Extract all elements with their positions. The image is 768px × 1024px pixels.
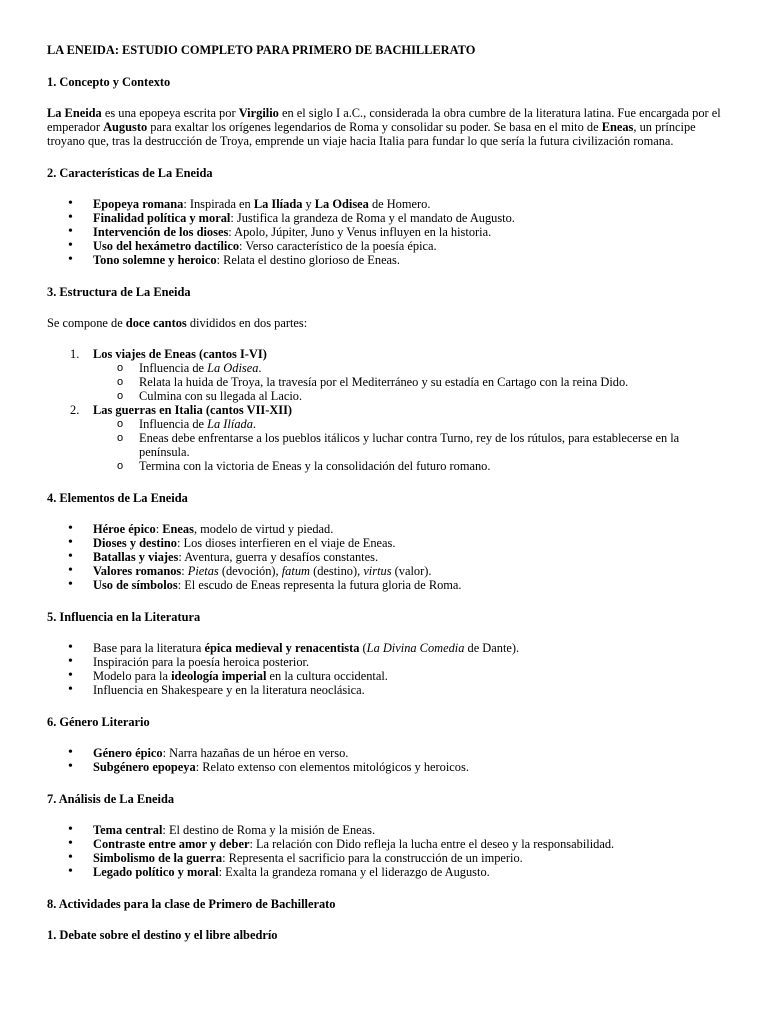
section-concepto <box>47 75 728 148</box>
list-item: • Subgénero epopeya: Relato extenso con elementos mitológicos y heroicos. <box>93 760 728 774</box>
list-item: • Uso de símbolos: El escudo de Eneas representa la futura gloria de Roma. <box>93 578 728 592</box>
list-item: • Epopeya romana: Inspirada en La Ilíada y La Odisea de Homero. <box>93 197 728 211</box>
spacer <box>47 330 728 347</box>
list-item-parte-1 <box>70 347 728 403</box>
list-item: • Simbolismo de la guerra: Representa el sacrificio para la construcción de un imperio. <box>93 851 728 865</box>
sub-list-item: o Termina con la victoria de Eneas y la consolidación del futuro romano. <box>117 459 491 473</box>
section-caracteristicas <box>47 166 728 267</box>
sub-list-item: o Influencia de La Odisea. <box>117 361 262 375</box>
bullet-list-influencia <box>47 641 728 697</box>
circle-bullet-icon: o <box>117 460 124 472</box>
list-item: • Valores romanos: Pietas (devoción), fatum (destino), virtus (valor). <box>93 564 728 578</box>
sub-list-item: o Influencia de La Ilíada. <box>117 417 257 431</box>
bullet-list-caracteristicas <box>47 197 728 267</box>
circle-bullet-icon: o <box>117 432 124 444</box>
sub-list-item: o Culmina con su llegada al Lacio. <box>117 389 303 403</box>
parte-label: Los viajes de Eneas (cantos I-VI) <box>93 347 267 361</box>
circle-bullet-icon: o <box>117 390 124 402</box>
section-heading-caracteristicas: 2. Características de La Eneida <box>47 166 213 180</box>
sub-list-item: o Relata la huida de Troya, la travesía por el Mediterráneo y su estadía en Cartago con la reina Dido. <box>117 375 629 389</box>
list-item: • Batallas y viajes: Aventura, guerra y desafíos constantes. <box>93 550 728 564</box>
list-item: • Finalidad política y moral: Justifica la grandeza de Roma y el mandato de Augusto. <box>93 211 728 225</box>
numbered-list-partes <box>47 347 728 473</box>
section-heading-influencia: 5. Influencia en la Literatura <box>47 610 201 624</box>
parte-label: Las guerras en Italia (cantos VII-XII) <box>93 403 293 417</box>
paragraph-concepto: La Eneida es una epopeya escrita por Virgilio en el siglo I a.C., considerada la obra cumbre de la literatura latina. Fue encargada por el emperador Augusto para exaltar los orígenes legendarios de Roma y consolidar su poder. Se basa en el mito de Eneas, un príncipe troyano que, tras la destrucción de Troya, emprende un viaje hacia Italia para fundar lo que sería la futura civilización romana. <box>47 106 721 148</box>
list-item: • Tema central: El destino de Roma y la misión de Eneas. <box>93 823 728 837</box>
list-item: • Inspiración para la poesía heroica posterior. <box>93 655 728 669</box>
sub-list-parte-1 <box>93 361 728 403</box>
list-item: • Modelo para la ideología imperial en la cultura occidental. <box>93 669 728 683</box>
circle-bullet-icon: o <box>117 418 124 430</box>
circle-bullet-icon: o <box>117 362 124 374</box>
list-item: • Dioses y destino: Los dioses interfieren en el viaje de Eneas. <box>93 536 728 550</box>
section-heading-analisis: 7. Análisis de La Eneida <box>47 792 175 806</box>
sub-list-item: o Eneas debe enfrentarse a los pueblos itálicos y luchar contra Turno, rey de los rútulos, para establecerse en la península. <box>117 431 680 459</box>
list-item: • Legado político y moral: Exalta la grandeza romana y el liderazgo de Augusto. <box>93 865 728 879</box>
bullet-list-analisis <box>47 823 728 879</box>
sub-heading-debate: 1. Debate sobre el destino y el libre albedrío <box>47 928 278 942</box>
circle-bullet-icon: o <box>117 376 124 388</box>
list-number: 2. <box>70 403 80 417</box>
sub-list-parte-2 <box>93 417 728 473</box>
bullet-list-elementos <box>47 522 728 592</box>
list-item: • Tono solemne y heroico: Relata el destino glorioso de Eneas. <box>93 253 728 267</box>
section-heading-genero: 6. Género Literario <box>47 715 150 729</box>
list-item: • Uso del hexámetro dactílico: Verso característico de la poesía épica. <box>93 239 728 253</box>
list-number: 1. <box>70 347 80 361</box>
section-actividades <box>47 897 728 942</box>
document-title: LA ENEIDA: ESTUDIO COMPLETO PARA PRIMERO DE BACHILLERATO <box>47 43 476 57</box>
paragraph-estructura-intro: Se compone de doce cantos divididos en dos partes: <box>47 316 308 330</box>
list-item: • Base para la literatura épica medieval y renacentista (La Divina Comedia de Dante). <box>93 641 728 655</box>
section-heading-concepto: 1. Concepto y Contexto <box>47 75 171 89</box>
list-item-parte-2 <box>70 403 728 473</box>
section-analisis <box>47 792 728 879</box>
section-heading-actividades: 8. Actividades para la clase de Primero de Bachillerato <box>47 897 336 911</box>
list-item: • Influencia en Shakespeare y en la literatura neoclásica. <box>93 683 728 697</box>
list-item: • Intervención de los dioses: Apolo, Júpiter, Juno y Venus influyen en la historia. <box>93 225 728 239</box>
section-influencia <box>47 610 728 697</box>
section-genero <box>47 715 728 774</box>
list-item: • Héroe épico: Eneas, modelo de virtud y piedad. <box>93 522 728 536</box>
section-elementos <box>47 491 728 592</box>
section-heading-elementos: 4. Elementos de La Eneida <box>47 491 188 505</box>
section-estructura <box>47 285 728 473</box>
list-item: • Contraste entre amor y deber: La relación con Dido refleja la lucha entre el deseo y la responsabilidad. <box>93 837 728 851</box>
list-item: • Género épico: Narra hazañas de un héroe en verso. <box>93 746 728 760</box>
section-heading-estructura: 3. Estructura de La Eneida <box>47 285 191 299</box>
bullet-list-genero <box>47 746 728 774</box>
